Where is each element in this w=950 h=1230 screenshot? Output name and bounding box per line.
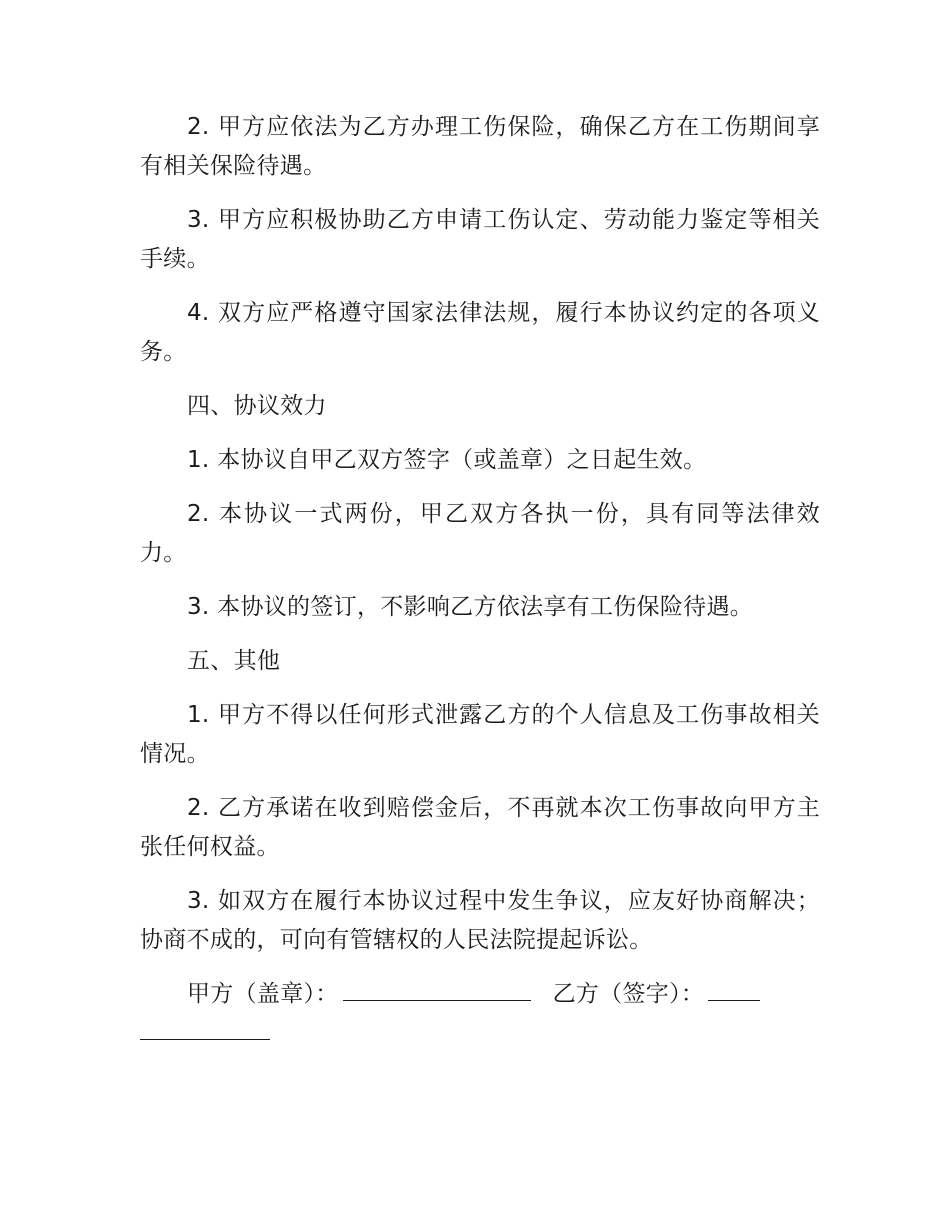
party-a-label: 甲方（盖章）： [187,981,339,1007]
clause-3-3: 3. 甲方应积极协助乙方申请工伤认定、劳动能力鉴定等相关手续。 [140,207,820,272]
clause-5-1: 1. 甲方不得以任何形式泄露乙方的个人信息及工伤事故相关情况。 [140,702,820,767]
clause-5-3: 3. 如双方在履行本协议过程中发生争议，应友好协商解决；协商不成的，可向有管辖权的人民法院提起诉讼。 [140,888,820,953]
section-5-heading: 五、其他 [187,648,281,674]
party-b-label: 乙方（签字）： [552,981,705,1007]
clause-5-2: 2. 乙方承诺在收到赔偿金后，不再就本次工伤事故向甲方主张任何权益。 [140,795,820,860]
party-b-signature-line-continued [140,1014,820,1053]
party-a-signature-line[interactable] [343,976,531,1001]
signature-line-wrap[interactable] [140,1015,270,1040]
clause-4-2: 2. 本协议一式两份，甲乙双方各执一份，具有同等法律效力。 [140,501,820,566]
signature-block [140,975,820,1014]
section-4-heading: 四、协议效力 [187,393,327,419]
party-b-signature-line[interactable] [708,976,760,1001]
document-body [140,108,820,1053]
clause-3-4: 4. 双方应严格遵守国家法律法规，履行本协议约定的各项义务。 [140,300,820,365]
clause-3-2: 2. 甲方应依法为乙方办理工伤保险，确保乙方在工伤期间享有相关保险待遇。 [140,114,820,179]
clause-4-1: 1. 本协议自甲乙双方签字（或盖章）之日起生效。 [187,447,707,473]
clause-4-3: 3. 本协议的签订，不影响乙方依法享有工伤保险待遇。 [187,594,754,620]
